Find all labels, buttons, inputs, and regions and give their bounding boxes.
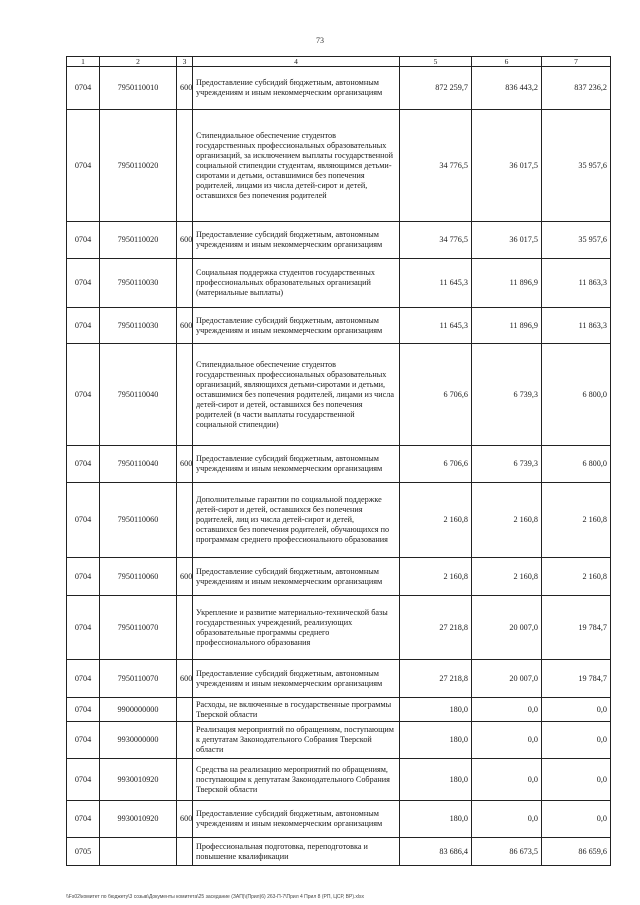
cell-amount-col5: 180,0: [400, 722, 472, 759]
cell-name: Профессиональная подготовка, переподготовка и повышение квалификации: [193, 838, 400, 866]
table-body: [67, 67, 611, 866]
table-row: [67, 344, 611, 446]
table-row: [67, 483, 611, 558]
cell-amount-col5: 11 645,3: [400, 259, 472, 308]
table-row: [67, 759, 611, 801]
cell-amount-col6: 0,0: [472, 698, 542, 722]
header-col-2: 2: [100, 57, 177, 67]
cell-expense-type: [177, 483, 193, 558]
table-row: [67, 838, 611, 866]
cell-amount-col7: 2 160,8: [542, 483, 611, 558]
table-row: [67, 596, 611, 660]
cell-amount-col6: 6 739,3: [472, 344, 542, 446]
table-row: [67, 259, 611, 308]
table-row: [67, 67, 611, 110]
cell-amount-col7: 35 957,6: [542, 222, 611, 259]
cell-amount-col7: 0,0: [542, 801, 611, 838]
cell-name: Реализация мероприятий по обращениям, поступающим к депутатам Законодательного Собрания Тверской области: [193, 722, 400, 759]
cell-section-code: 0704: [67, 558, 100, 596]
cell-amount-col7: 0,0: [542, 722, 611, 759]
cell-target-article: 7950110060: [100, 558, 177, 596]
header-col-4: 4: [193, 57, 400, 67]
cell-amount-col6: 36 017,5: [472, 110, 542, 222]
cell-amount-col5: 180,0: [400, 801, 472, 838]
cell-section-code: 0704: [67, 222, 100, 259]
cell-name: Предоставление субсидий бюджетным, автономным учреждениям и иным некоммерческим организациям: [193, 67, 400, 110]
table-row: [67, 446, 611, 483]
budget-table: [66, 56, 611, 866]
cell-target-article: 9930010920: [100, 801, 177, 838]
cell-section-code: 0704: [67, 801, 100, 838]
cell-amount-col6: 20 007,0: [472, 660, 542, 698]
cell-target-article: [100, 838, 177, 866]
cell-name: Предоставление субсидий бюджетным, автономным учреждениям и иным некоммерческим организациям: [193, 222, 400, 259]
cell-name: Предоставление субсидий бюджетным, автономным учреждениям и иным некоммерческим организациям: [193, 660, 400, 698]
cell-target-article: 7950110040: [100, 446, 177, 483]
cell-target-article: 9930000000: [100, 722, 177, 759]
cell-amount-col5: 6 706,6: [400, 446, 472, 483]
cell-amount-col5: 27 218,8: [400, 596, 472, 660]
cell-amount-col5: 34 776,5: [400, 110, 472, 222]
cell-target-article: 7950110010: [100, 67, 177, 110]
cell-amount-col6: 11 896,9: [472, 259, 542, 308]
cell-expense-type: [177, 759, 193, 801]
cell-amount-col7: 6 800,0: [542, 446, 611, 483]
cell-section-code: 0704: [67, 344, 100, 446]
table-row: [67, 698, 611, 722]
cell-section-code: 0704: [67, 660, 100, 698]
cell-amount-col5: 180,0: [400, 759, 472, 801]
cell-amount-col7: 837 236,2: [542, 67, 611, 110]
cell-amount-col6: 20 007,0: [472, 596, 542, 660]
cell-amount-col7: 6 800,0: [542, 344, 611, 446]
cell-expense-type: 600: [177, 558, 193, 596]
table-row: [67, 801, 611, 838]
cell-name: Предоставление субсидий бюджетным, автономным учреждениям и иным некоммерческим организациям: [193, 801, 400, 838]
cell-expense-type: [177, 110, 193, 222]
cell-section-code: 0704: [67, 722, 100, 759]
cell-amount-col5: 2 160,8: [400, 483, 472, 558]
cell-expense-type: [177, 698, 193, 722]
cell-name: Средства на реализацию мероприятий по обращениям, поступающим к депутатам Законодательного Собрания Тверской области: [193, 759, 400, 801]
cell-expense-type: 600: [177, 308, 193, 344]
cell-amount-col7: 19 784,7: [542, 596, 611, 660]
cell-name: Предоставление субсидий бюджетным, автономным учреждениям и иным некоммерческим организациям: [193, 446, 400, 483]
cell-expense-type: 600: [177, 660, 193, 698]
cell-amount-col6: 0,0: [472, 801, 542, 838]
cell-name: Предоставление субсидий бюджетным, автономным учреждениям и иным некоммерческим организациям: [193, 308, 400, 344]
header-col-7: 7: [542, 57, 611, 67]
cell-section-code: 0704: [67, 483, 100, 558]
cell-amount-col5: 11 645,3: [400, 308, 472, 344]
cell-expense-type: 600: [177, 222, 193, 259]
cell-target-article: 9930010920: [100, 759, 177, 801]
file-path-footer: \\Fs02\комитет по бюджету\3 созыв\Документы комитета\25 заседание (ЗАП)\(Прил)6) 263-П-7\Прил 4 Прил 8 (РП, ЦСР, ВР).xlsx: [66, 894, 365, 900]
cell-name: Укрепление и развитие материально-технической базы государственных учреждений, реализующих образовательные программы среднего профессионального образования: [193, 596, 400, 660]
cell-expense-type: [177, 259, 193, 308]
cell-target-article: 7950110060: [100, 483, 177, 558]
cell-expense-type: 600: [177, 446, 193, 483]
header-col-5: 5: [400, 57, 472, 67]
cell-name: Стипендиальное обеспечение студентов государственных профессиональных образовательных организаций, являющихся детьми-сиротами и детьми, оставшимися без попечения родителей, лицами из числа детей-сирот и детей, оставшихся без попечения родителей (в части выплаты государственной социальной стипендии): [193, 344, 400, 446]
cell-section-code: 0704: [67, 110, 100, 222]
cell-target-article: 7950110030: [100, 259, 177, 308]
table-row: [67, 660, 611, 698]
cell-name: Предоставление субсидий бюджетным, автономным учреждениям и иным некоммерческим организациям: [193, 558, 400, 596]
cell-name: Стипендиальное обеспечение студентов государственных профессиональных образовательных организаций, за исключением выплаты государственной социальной стипендии студентам, являющимся детьми-сиротами и детьми, оставшимися без попечения родителей, лицами из числа детей-сирот и детей, оставшихся без попечения родителей: [193, 110, 400, 222]
cell-expense-type: 600: [177, 67, 193, 110]
cell-section-code: 0704: [67, 698, 100, 722]
cell-amount-col7: 0,0: [542, 759, 611, 801]
cell-amount-col5: 34 776,5: [400, 222, 472, 259]
page-number: 73: [316, 36, 324, 45]
cell-section-code: 0704: [67, 67, 100, 110]
header-col-6: 6: [472, 57, 542, 67]
cell-expense-type: [177, 344, 193, 446]
table-row: [67, 558, 611, 596]
cell-amount-col6: 36 017,5: [472, 222, 542, 259]
cell-amount-col6: 86 673,5: [472, 838, 542, 866]
cell-name: Дополнительные гарантии по социальной поддержке детей-сирот и детей, оставшихся без попечения родителей, лиц из числа детей-сирот и детей, оставшихся без попечения родителей, обучающихся по программам среднего профессионального образования: [193, 483, 400, 558]
table-row: [67, 722, 611, 759]
table-header-row: [67, 57, 611, 67]
cell-target-article: 7950110070: [100, 660, 177, 698]
cell-section-code: 0704: [67, 446, 100, 483]
cell-amount-col7: 19 784,7: [542, 660, 611, 698]
cell-amount-col7: 11 863,3: [542, 308, 611, 344]
cell-amount-col5: 2 160,8: [400, 558, 472, 596]
cell-expense-type: [177, 722, 193, 759]
cell-amount-col7: 2 160,8: [542, 558, 611, 596]
cell-target-article: 7950110020: [100, 222, 177, 259]
cell-name: Социальная поддержка студентов государственных профессиональных образовательных организаций (материальные выплаты): [193, 259, 400, 308]
header-col-1: 1: [67, 57, 100, 67]
cell-target-article: 7950110020: [100, 110, 177, 222]
cell-amount-col7: 0,0: [542, 698, 611, 722]
cell-section-code: 0705: [67, 838, 100, 866]
cell-amount-col5: 83 686,4: [400, 838, 472, 866]
cell-expense-type: [177, 596, 193, 660]
cell-amount-col6: 836 443,2: [472, 67, 542, 110]
table-row: [67, 110, 611, 222]
cell-section-code: 0704: [67, 759, 100, 801]
cell-target-article: 7950110070: [100, 596, 177, 660]
cell-section-code: 0704: [67, 596, 100, 660]
cell-amount-col6: 11 896,9: [472, 308, 542, 344]
header-col-3: 3: [177, 57, 193, 67]
cell-name: Расходы, не включенные в государственные программы Тверской области: [193, 698, 400, 722]
cell-amount-col6: 2 160,8: [472, 483, 542, 558]
cell-target-article: 7950110030: [100, 308, 177, 344]
cell-expense-type: [177, 838, 193, 866]
cell-expense-type: 600: [177, 801, 193, 838]
cell-amount-col7: 35 957,6: [542, 110, 611, 222]
cell-amount-col5: 872 259,7: [400, 67, 472, 110]
cell-target-article: 9900000000: [100, 698, 177, 722]
cell-amount-col5: 6 706,6: [400, 344, 472, 446]
cell-section-code: 0704: [67, 259, 100, 308]
cell-section-code: 0704: [67, 308, 100, 344]
table-row: [67, 222, 611, 259]
table-row: [67, 308, 611, 344]
cell-amount-col6: 6 739,3: [472, 446, 542, 483]
cell-amount-col5: 180,0: [400, 698, 472, 722]
cell-amount-col7: 11 863,3: [542, 259, 611, 308]
cell-amount-col6: 2 160,8: [472, 558, 542, 596]
cell-amount-col6: 0,0: [472, 759, 542, 801]
cell-target-article: 7950110040: [100, 344, 177, 446]
cell-amount-col6: 0,0: [472, 722, 542, 759]
cell-amount-col5: 27 218,8: [400, 660, 472, 698]
cell-amount-col7: 86 659,6: [542, 838, 611, 866]
